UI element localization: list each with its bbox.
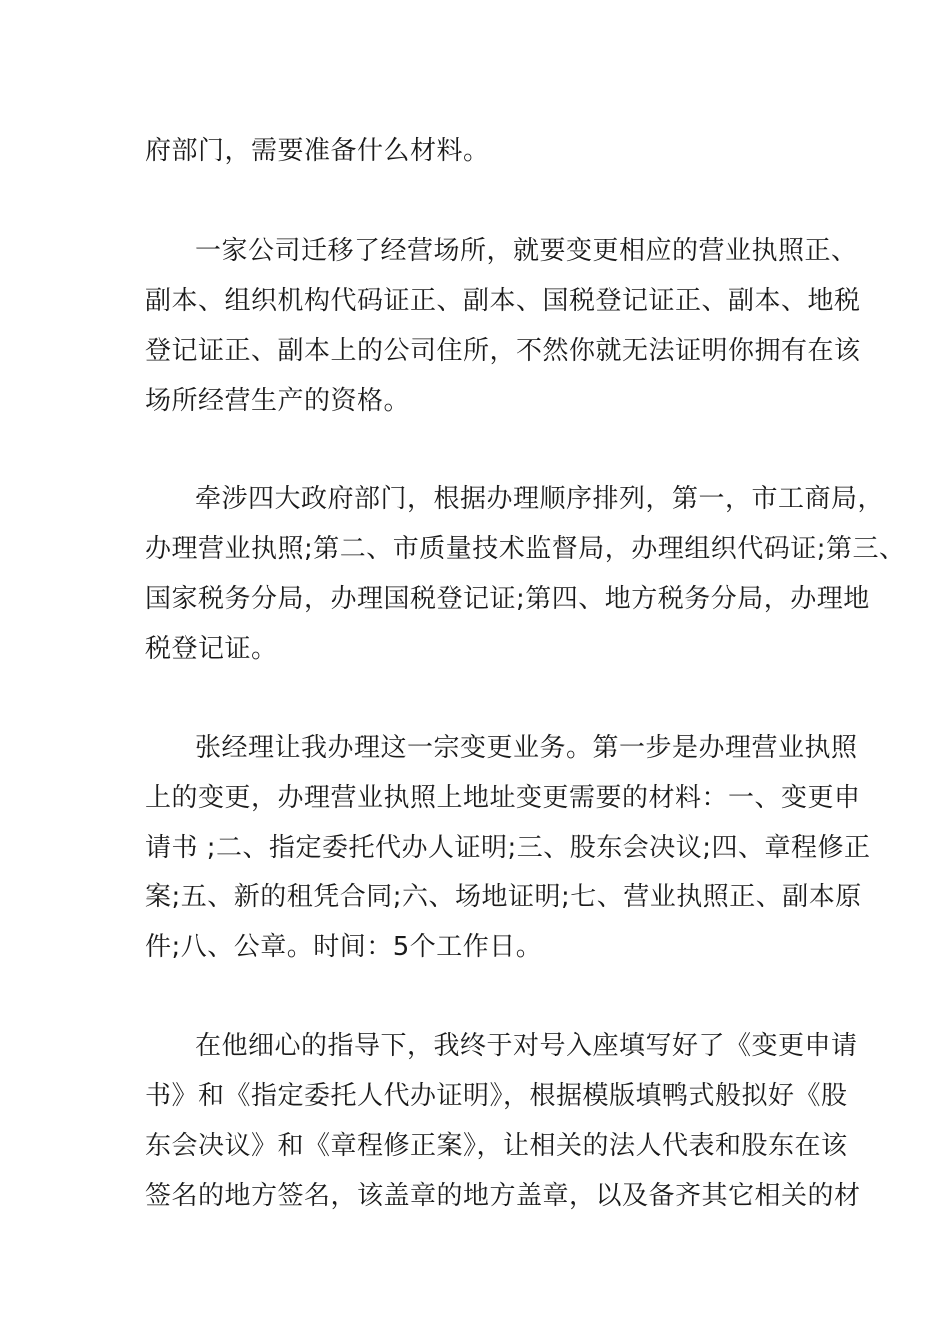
paragraph-4-line-3: 请书 ;二、指定委托代办人证明;三、股东会决议;四、章程修正 xyxy=(145,833,871,863)
paragraph-2-line-2: 副本、组织机构代码证正、副本、国税登记证正、副本、地税 xyxy=(145,286,861,316)
paragraph-3-line-3: 国家税务分局，办理国税登记证;第四、地方税务分局，办理地 xyxy=(145,584,870,614)
paragraph-4-line-4: 案;五、新的租凭合同;六、场地证明;七、营业执照正、副本原 xyxy=(145,882,862,912)
paragraph-4-line-1: 张经理让我办理这一宗变更业务。第一步是办理营业执照 xyxy=(195,733,858,763)
paragraph-2-line-3: 登记证正、副本上的公司住所，不然你就无法证明你拥有在该 xyxy=(145,336,861,366)
paragraph-5-line-4: 签名的地方签名，该盖章的地方盖章，以及备齐其它相关的材 xyxy=(145,1181,861,1211)
paragraph-5-line-1: 在他细心的指导下，我终于对号入座填写好了《变更申请 xyxy=(195,1031,858,1061)
paragraph-4-line-5: 件;八、公章。时间：5个工作日。 xyxy=(145,932,543,962)
paragraph-3-line-4: 税登记证。 xyxy=(145,634,278,664)
paragraph-2-line-1: 一家公司迁移了经营场所，就要变更相应的营业执照正、 xyxy=(195,236,858,266)
paragraph-4-line-2: 上的变更，办理营业执照上地址变更需要的材料：一、变更申 xyxy=(145,783,861,813)
paragraph-5-line-2: 书》和《指定委托人代办证明》，根据模版填鸭式般拟好《股 xyxy=(145,1081,848,1111)
paragraph-5-line-3: 东会决议》和《章程修正案》，让相关的法人代表和股东在该 xyxy=(145,1131,848,1161)
paragraph-3-line-2: 办理营业执照;第二、市质量技术监督局，办理组织代码证;第三、 xyxy=(145,534,906,564)
paragraph-3-line-1: 牵涉四大政府部门，根据办理顺序排列，第一，市工商局， xyxy=(195,484,885,514)
paragraph-1-line-1: 府部门，需要准备什么材料。 xyxy=(145,136,490,166)
paragraph-2-line-4: 场所经营生产的资格。 xyxy=(145,386,411,416)
